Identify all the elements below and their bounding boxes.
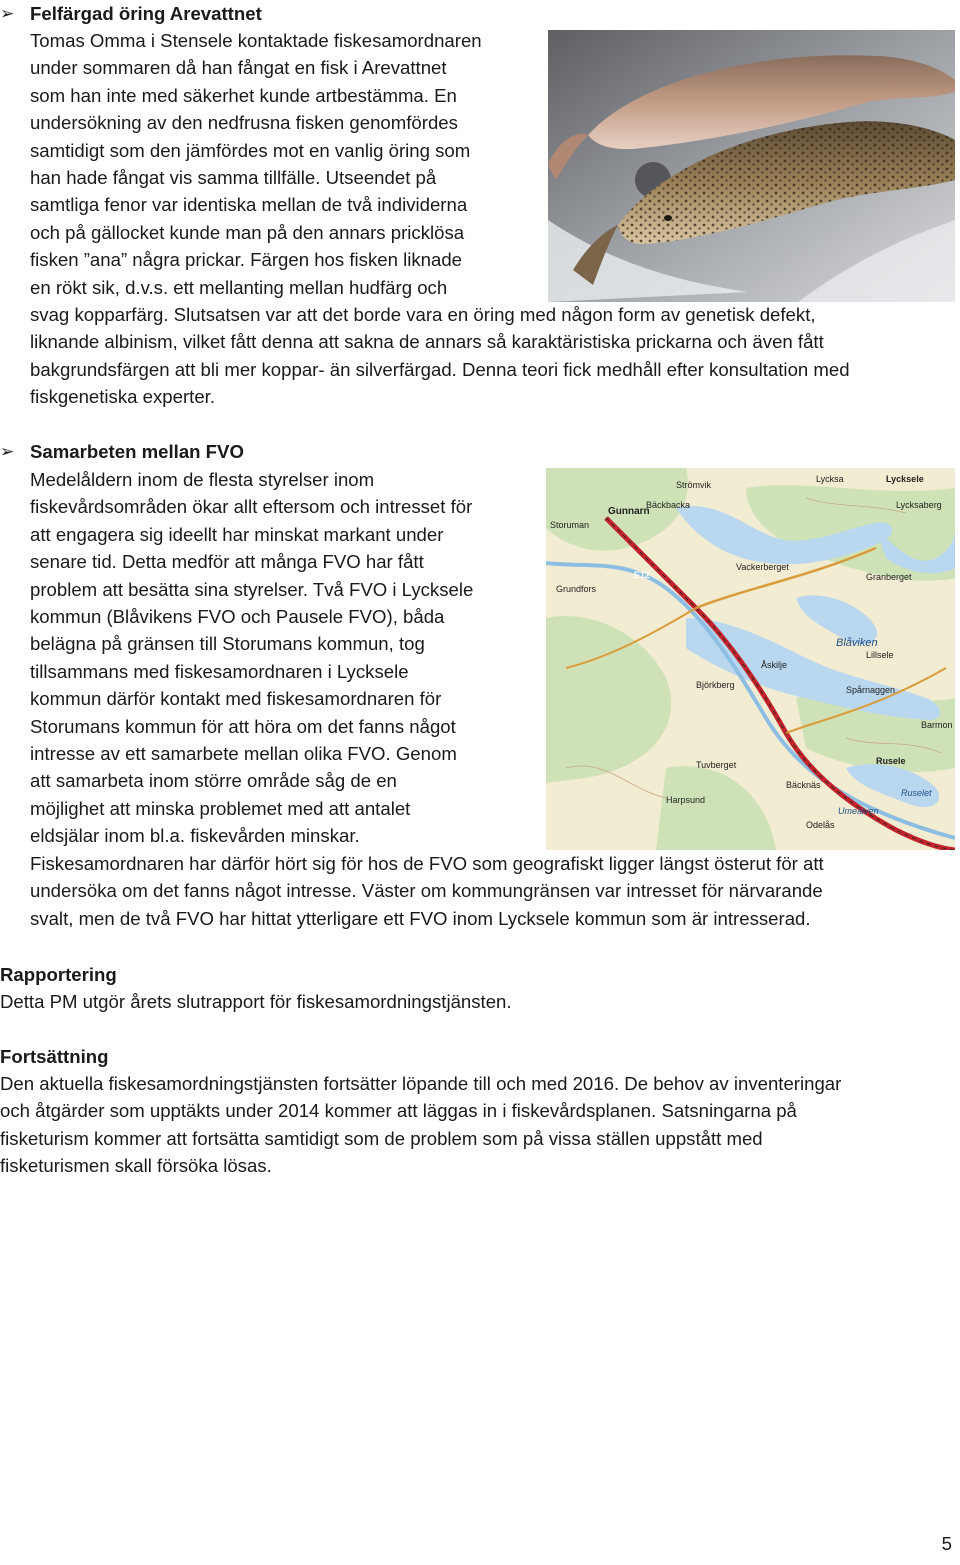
text-line: senare tid. Detta medför att många FVO har fått [30,551,424,573]
text-line: samtliga fenor var identiska mellan de två individerna [30,194,468,216]
text-line: fisketurism kommer att fortsätta samtidigt som de problem som på vissa ställen uppstått med [0,1127,763,1149]
text-line: fisken ”ana” några prickar. Färgen hos fisken liknade [30,249,463,271]
arrow-bullet-icon: ➢ [0,442,15,461]
map-label-askilje: Åskilje [761,660,788,670]
area-map [546,468,955,850]
page-number: 5 [941,1533,952,1554]
text-line: han hade fångat vis samma tillfälle. Utseendet på [30,167,437,189]
map-label-lycksa: Lycksa [816,474,844,484]
text-line: Medelåldern inom de flesta styrelser inom [30,469,375,490]
map-label-lillsele: Lillsele [866,650,894,660]
paragraph-fortsattning [0,1070,960,1180]
text-line: Fiskesamordnaren har därför hört sig för hos de FVO som geografiskt ligger längst österut för att [30,853,824,874]
paragraph-samarbeten-intro [30,466,550,850]
text-line: under sommaren då han fångat en fisk i Arevattnet [30,57,447,79]
map-label-backbacka: Bäckbacka [646,500,691,510]
map-label-grundfors: Grundfors [556,584,597,594]
map-label-blaviken: Blåviken [836,637,878,649]
text-line: samtidigt som den jämfördes mot en vanlig öring som [30,139,471,161]
map-label-stromvik: Strömvik [676,480,712,490]
text-line: som han inte med säkerhet kunde artbestämma. En [30,84,457,106]
text-line: tillsammans med fiskesamordnaren i Lycksele [30,660,409,682]
trout-photo-illustration [548,30,955,302]
map-label-bjorkberg: Björkberg [696,680,735,690]
map-label-umealven: Umeälven [838,806,879,816]
text-line: bakgrundsfärgen att bli mer koppar- än silverfärgad. Denna teori fick medhåll efter konsultation med [30,358,850,380]
text-line: kommun (Blåvikens FVO och Pausele FVO), båda [30,606,445,628]
text-line: undersöka om det fanns något intresse. Väster om kommungränsen var intresset för närvarande [30,880,823,902]
map-label-harpsund: Harpsund [666,795,706,805]
map-label-ruselet: Ruselet [901,788,932,798]
paragraph-felfargad-oring-intro [30,27,550,301]
heading-fortsattning: Fortsättning [0,1046,109,1067]
fish-photo [548,30,955,302]
text-line: kommun därför kontakt med fiskesamordnaren för [30,688,442,710]
map-label-backnas: Bäcknäs [786,780,821,790]
map-label-storuman: Storuman [550,520,590,530]
section-title: Samarbeten mellan FVO [30,441,244,462]
text-line: belägna på gränsen till Storumans kommun, tog [30,633,425,655]
map-label-lycksele: Lycksele [886,474,924,484]
map-label-tuvberget: Tuvberget [696,760,737,770]
text-line: fiskevårdsområden ökar allt eftersom och intresset för [30,496,473,518]
section-heading-felfargad-oring [0,0,262,27]
text-line: och på gällocket kunde man på den annars pricklösa [30,221,465,243]
text-line: problem att besätta sina styrelser. Två FVO i Lycksele [30,578,474,600]
section-heading-samarbeten [0,438,244,465]
map-label-sparnaggen: Spårnaggen [846,685,896,695]
text-line: och åtgärder som upptäkts under 2014 kommer att läggas in i fiskevårdsplanen. Satsningarna på [0,1100,797,1122]
map-label-lycksaberg: Lycksaberg [896,500,942,510]
topographic-map-illustration [546,468,955,850]
heading-rapportering: Rapportering [0,964,117,985]
text-line: undersökning av den nedfrusna fisken genomfördes [30,112,458,134]
text-line: att samarbeta inom större område såg de en [30,770,397,792]
map-label-granberget: Granberget [866,572,912,582]
paragraph-felfargad-oring-conclusion [30,301,960,411]
text-line: Storumans kommun för att höra om det fanns något [30,715,456,737]
arrow-bullet-icon: ➢ [0,4,15,23]
text-line: svag kopparfärg. Slutsatsen var att det borde vara en öring med någon form av genetisk defekt, [30,304,816,325]
map-label-barmon: Barmon [921,720,953,730]
text-line: eldsjälar inom bl.a. fiskevården minskar. [30,825,360,847]
text-line: intresse av ett samarbete mellan olika FVO. Genom [30,743,457,765]
text-line: fiskgenetiska experter. [30,386,216,408]
map-label-odelas: Odelås [806,820,835,830]
text-line: Tomas Omma i Stensele kontaktade fiskesamordnaren [30,30,482,51]
section-title: Felfärgad öring Arevattnet [30,3,262,24]
text-line: möjlighet att minska problemet med att antalet [30,797,411,819]
text-line: fisketurismen skall försöka lösas. [0,1155,272,1177]
map-label-e12: E12 [634,570,651,580]
paragraph-rapportering [0,988,960,1015]
paragraph-samarbeten-conclusion [30,850,960,932]
text-line: en rökt sik, d.v.s. ett mellanting mellan hudfärg och [30,276,448,298]
text-line: att engagera sig ideellt har minskat markant under [30,523,444,545]
map-label-rusele: Rusele [876,756,906,766]
text-line: liknande albinism, vilket fått denna att sakna de annars så karaktäristiska prickarna och även fått [30,331,824,353]
text-line: Den aktuella fiskesamordningstjänsten fortsätter löpande till och med 2016. De behov av inventeringar [0,1073,842,1094]
map-label-gunnarn: Gunnarn [608,506,650,517]
text-line: Detta PM utgör årets slutrapport för fiskesamordningstjänsten. [0,991,512,1012]
text-line: svalt, men de två FVO har hittat ytterligare ett FVO inom Lycksele kommun som är intresserad. [30,907,811,929]
map-label-vackerberget: Vackerberget [736,562,789,572]
